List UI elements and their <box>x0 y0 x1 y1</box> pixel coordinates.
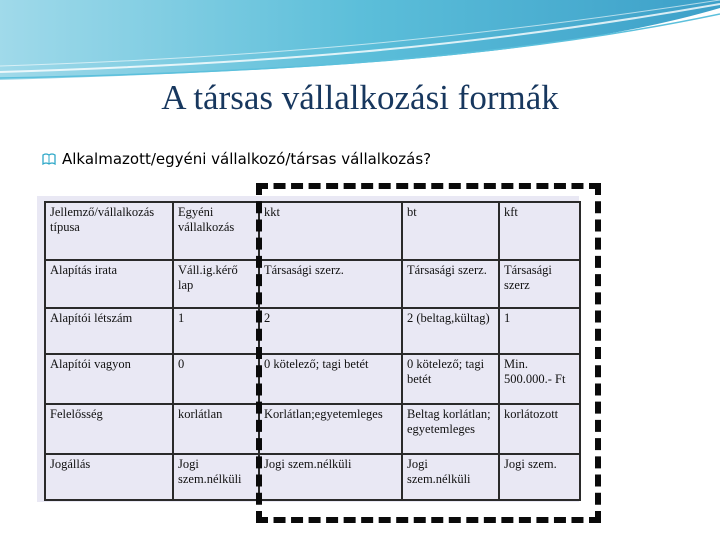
table-cell: Társasági szerz. <box>402 260 499 308</box>
table-cell: Beltag korlátlan; egyetemleges <box>402 404 499 454</box>
table-cell: Társasági szerz <box>499 260 580 308</box>
slide-title: A társas vállalkozási formák <box>161 78 559 117</box>
row-label: Jogállás <box>45 454 173 500</box>
table-cell: 0 kötelező; tagi betét <box>259 354 402 404</box>
table-cell: korlátozott <box>499 404 580 454</box>
dashed-highlight-box <box>256 183 601 523</box>
header-cell: Egyéni vállalkozás <box>173 202 259 260</box>
row-label: Alapítói vagyon <box>45 354 173 404</box>
header-cell: bt <box>402 202 499 260</box>
table-cell: Társasági szerz. <box>259 260 402 308</box>
header-cell: Jellemző/vállalkozás típusa <box>45 202 173 260</box>
table-cell: Váll.ig.kérő lap <box>173 260 259 308</box>
table-cell: korlátlan <box>173 404 259 454</box>
table-cell: Jogi szem.nélküli <box>259 454 402 500</box>
book-bullet-icon <box>42 153 56 165</box>
table-cell: 0 <box>173 354 259 404</box>
table-cell: 0 kötelező; tagi betét <box>402 354 499 404</box>
table-cell: Jogi szem.nélküli <box>173 454 259 500</box>
bullet-text: Alkalmazott/egyéni vállalkozó/társas vállalkozás? <box>62 150 432 168</box>
table-cell: Min. 500.000.- Ft <box>499 354 580 404</box>
table-cell: Korlátlan;egyetemleges <box>259 404 402 454</box>
table-cell: Jogi szem.nélküli <box>402 454 499 500</box>
table-cell: Jogi szem. <box>499 454 580 500</box>
header-cell: kft <box>499 202 580 260</box>
table-cell: 1 <box>173 308 259 354</box>
row-label: Alapítás irata <box>45 260 173 308</box>
bullet-item <box>42 150 431 168</box>
row-label: Felelősség <box>45 404 173 454</box>
header-cell: kkt <box>259 202 402 260</box>
table-cell: 1 <box>499 308 580 354</box>
row-label: Alapítói létszám <box>45 308 173 354</box>
header-swoosh-decoration <box>0 0 720 90</box>
table-cell: 2 (beltag,kültag) <box>402 308 499 354</box>
table-cell: 2 <box>259 308 402 354</box>
